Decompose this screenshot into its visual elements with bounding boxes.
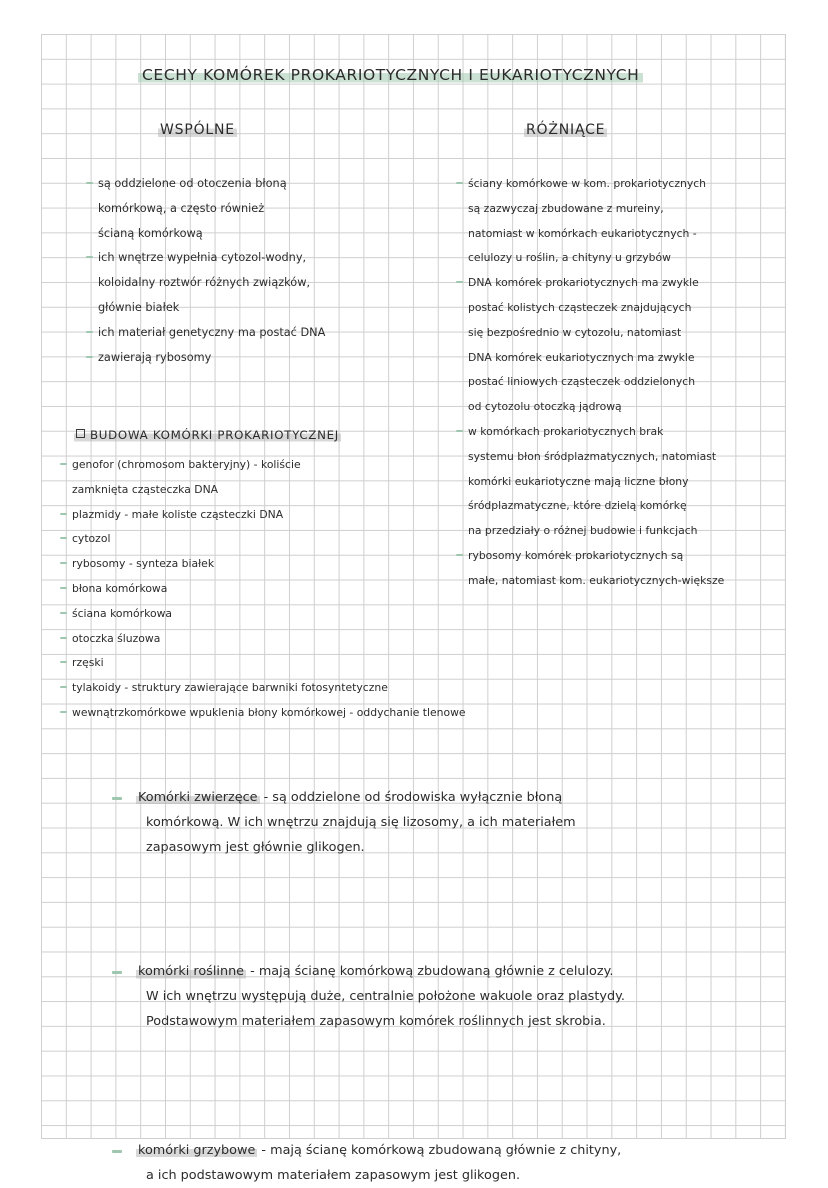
wspolne-item: ich wnętrze wypełnia cytozol-wodny, koloidalny roztwór różnych związków, głównie białek [86,246,416,320]
wspolne-list [86,172,416,370]
checkbox-icon [76,429,85,438]
wspolne-item: zawierają rybosomy [86,346,416,371]
paragraph-roslinne: komórki roślinne - mają ścianę komórkową zbudowaną głównie z celulozy. W ich wnętrzu występują duże, centralnie położone wakuole oraz plastydy. Podstawowym materiałem zapasowym komórek roślinnych jest skrobia. [112,960,828,1034]
budowa-item: cytozol [60,527,530,552]
budowa-heading: BUDOWA KOMÓRKI PROKARIOTYCZNEJ [74,428,341,442]
budowa-item: tylakoidy - struktury zawierające barwniki fotosyntetyczne [60,676,530,701]
page-title: CECHY KOMÓREK PROKARIOTYCZNYCH I EUKARIOTYCZNYCH [138,66,643,84]
budowa-item: rybosomy - synteza białek [60,552,530,577]
rozniace-item: w komórkach prokariotycznych brak systemu błon śródplazmatycznych, natomiast komórki eukariotyczne mają liczne błony śródplazmatyczne, które dzielą komórkę na przedziały o różnej budowie i funkcjach [456,420,776,544]
budowa-item: błona komórkowa [60,577,530,602]
rozniace-item: ściany komórkowe w kom. prokariotycznych są zazwyczaj zbudowane z mureiny, natomiast w komórkach eukariotycznych - celulozy u roślin, a chityny u grzybów [456,172,776,271]
budowa-item: genofor (chromosom bakteryjny) - koliście zamknięta cząsteczka DNA [60,453,530,503]
wspolne-item: ich materiał genetyczny ma postać DNA [86,321,416,346]
wspolne-item: są oddzielone od otoczenia błoną komórkową, a często również ścianą komórkową [86,172,416,246]
budowa-item: plazmidy - małe koliste cząsteczki DNA [60,503,530,528]
term-roslinne: komórki roślinne [138,964,245,980]
paragraph-zwierzece: Komórki zwierzęce - są oddzielone od środowiska wyłącznie błoną komórkową. W ich wnętrzu znajdują się lizosomy, a ich materiałem zapasowym jest głównie glikogen. [112,786,828,860]
budowa-list [60,453,530,726]
term-zwierzece: Komórki zwierzęce [138,790,258,805]
rozniace-item: rybosomy komórek prokariotycznych są małe, natomiast kom. eukariotycznych-większe [456,544,776,594]
budowa-item: otoczka śluzowa [60,627,530,652]
paragraph-grzybowe: komórki grzybowe - mają ścianę komórkową zbudowaną głównie z chityny, a ich podstawowym materiałem zapasowym jest glikogen. [112,1139,828,1188]
budowa-item: rzęski [60,651,530,676]
budowa-item: wewnątrzkomórkowe wpuklenia błony komórkowej - oddychanie tlenowe [60,701,530,726]
term-grzybowe: komórki grzybowe [138,1142,256,1158]
heading-rozniace: RÓŻNIĄCE [526,122,606,138]
heading-wspolne: WSPÓLNE [160,122,235,138]
budowa-item: ściana komórkowa [60,602,530,627]
rozniace-item: DNA komórek prokariotycznych ma zwykle postać kolistych cząsteczek znajdujących się bezpośrednio w cytozolu, natomiast DNA komórek eukariotycznych ma zwykle postać liniowych cząsteczek oddzielonych od cytozolu otoczką jądrową [456,271,776,420]
